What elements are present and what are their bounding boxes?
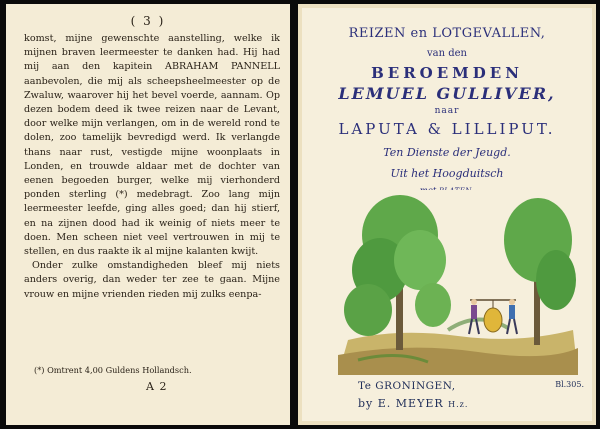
figure-right-body xyxy=(509,305,515,319)
footnote: (*) Omtrent 4,00 Guldens Hollandsch. xyxy=(34,365,192,375)
tree-crown-left-side xyxy=(394,230,446,290)
left-page xyxy=(6,4,290,425)
paragraph-1: komst, mijne gewenschte aanstelling, welke ik mijnen braven leermeester te danken had. Hij had mij aan den kapitein ABRAHAM PANNELL aanbevolen, die mij als scheepsheelmeester op de Zwaluw, waarover hij het bevel voerde, aannam. Op dezen bodem deed ik twee reizen naar de Levant, door welke mijn verlangen, om in de wereld rond te dolen, zoo tamelijk bevredigd werd. Ik verlangde thans naar rust, vestigde mijne woonplaats in Londen, en trouwde aldaar met de dochter van eenen begoeden burger, welke mij vierhonderd ponden sterling (*) medebragt. Zoo lang mijn leermeester leefde, ging alles goed; dan hij stierf, en na zijnen dood had ik weinig of niets meer te doen. Men scheen niet veel vertrouwen in mij te stellen, en dus raakte ik al mijne kalanten kwijt. xyxy=(24,33,280,258)
publisher-line xyxy=(358,397,468,410)
body-text xyxy=(24,32,280,302)
signature-mark: A 2 xyxy=(146,380,168,393)
figure-left-head xyxy=(471,299,477,305)
figure-left-body xyxy=(471,305,477,319)
carried-barrel xyxy=(484,308,502,332)
publisher-name: by E. MEYER xyxy=(358,397,444,410)
title-line-laputa: LAPUTA & LILLIPUT. xyxy=(338,120,556,138)
title-line-naar: naar xyxy=(434,106,460,116)
title-line-van-den: van den xyxy=(427,48,467,59)
title-line-beroemden: BEROEMDEN xyxy=(371,64,523,82)
paragraph-2: Onder zulke omstandigheden bleef mij niets anders overig, dan weder ter zee te gaan. Mijne vrouw en mijne vrienden rieden mij zulks eenpa- xyxy=(24,260,280,300)
price-mark: Bl.305. xyxy=(555,380,584,389)
page-number: ( 3 ) xyxy=(130,14,166,28)
figure-right-head xyxy=(509,299,515,305)
bush-left xyxy=(344,284,392,336)
title-line-reizen: REIZEN en LOTGEVALLEN, xyxy=(348,26,546,41)
hand-coloured-engraving xyxy=(338,190,578,375)
bush-center xyxy=(415,283,451,327)
publisher-suffix: H.z. xyxy=(448,400,469,409)
imprint-place: Te GRONINGEN, xyxy=(358,380,456,392)
tree-crown-right-lower xyxy=(536,250,576,310)
title-page xyxy=(298,4,596,425)
title-line-gulliver: LEMUEL GULLIVER, xyxy=(338,84,556,103)
title-line-jeugd: Ten Dienste der Jeugd. xyxy=(383,146,511,159)
title-line-hoogduitsch: Uit het Hoogduitsch xyxy=(390,167,504,180)
